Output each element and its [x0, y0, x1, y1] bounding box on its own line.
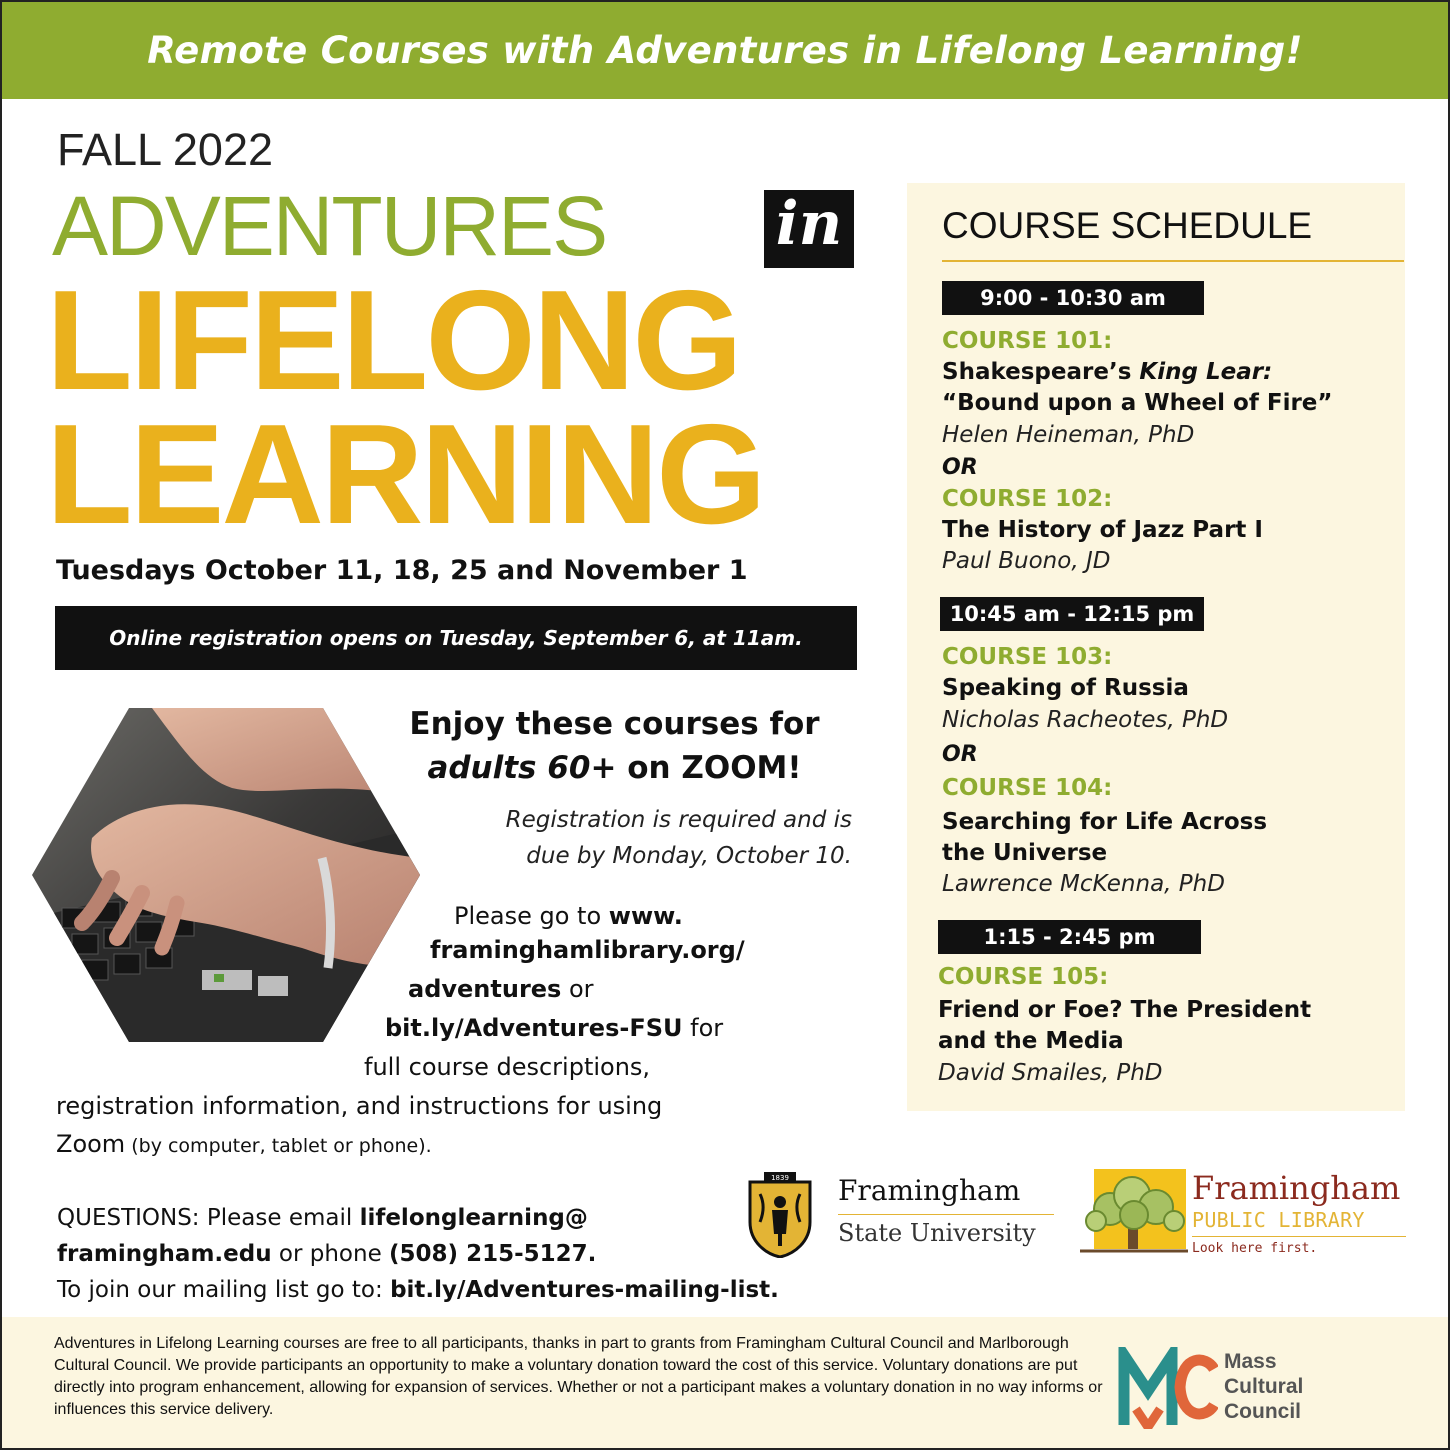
enjoy-audience: adults 60+	[427, 750, 617, 786]
please-go-text: Please go to	[454, 902, 609, 930]
course-105-instructor: David Smailes, PhD	[938, 1060, 1163, 1086]
course-104-label: COURSE 104:	[942, 775, 1113, 801]
registration-required	[412, 802, 852, 874]
reg-line-2: due by Monday, October 10.	[526, 843, 852, 869]
enjoy-heading	[357, 702, 872, 790]
enjoy-line-2	[357, 746, 872, 790]
course-101-title	[942, 357, 1272, 388]
library-url-part-1[interactable]: www.	[608, 902, 683, 930]
course-101-label: COURSE 101:	[942, 328, 1113, 354]
info-line-3	[408, 975, 594, 1003]
course-101-subtitle: “Bound upon a Wheel of Fire”	[942, 390, 1333, 416]
mass-cultural-council-name	[1224, 1349, 1384, 1424]
course-105-label: COURSE 105:	[938, 964, 1109, 990]
mailing-list-prefix: To join our mailing list go to:	[57, 1277, 391, 1303]
fsu-short-link[interactable]: bit.ly/Adventures-FSU	[385, 1014, 683, 1042]
fsu-crest-icon	[746, 1172, 814, 1258]
enjoy-line-1: Enjoy these courses for	[409, 706, 820, 742]
info-line-5: full course descriptions,	[364, 1053, 651, 1081]
course-103-instructor: Nicholas Racheotes, PhD	[942, 707, 1229, 733]
title-learning: LEARNING	[46, 395, 764, 554]
questions-prefix: QUESTIONS: Please email	[57, 1205, 360, 1231]
course-103-title: Speaking of Russia	[942, 675, 1189, 701]
course-101-title-pre: Shakespeare’s	[942, 359, 1140, 385]
info-line-1	[454, 902, 683, 930]
title-lifelong: LIFELONG	[46, 261, 740, 420]
enjoy-platform: on ZOOM!	[616, 750, 802, 786]
phone-number[interactable]: (508) 215-5127.	[389, 1241, 597, 1267]
title-in-badge: in	[764, 190, 854, 268]
season-label: FALL 2022	[57, 124, 274, 175]
email-link-part-1[interactable]: lifelonglearning@	[359, 1205, 588, 1231]
contact-line-1	[57, 1200, 779, 1236]
contact-line-3	[57, 1272, 779, 1308]
fsu-name: Framingham	[838, 1174, 1021, 1207]
course-102-instructor: Paul Buono, JD	[942, 548, 1111, 574]
course-101-instructor: Helen Heineman, PhD	[942, 422, 1195, 448]
title-adventures: ADVENTURES	[52, 179, 607, 273]
course-104-instructor: Lawrence McKenna, PhD	[942, 871, 1225, 897]
zoom-text: Zoom	[56, 1130, 126, 1158]
course-104-subtitle: the Universe	[942, 840, 1108, 866]
or-label-2: OR	[942, 742, 978, 767]
contact-line-2	[57, 1236, 779, 1272]
course-101-title-italic: King Lear:	[1139, 359, 1273, 385]
library-tagline: Look here first.	[1192, 1241, 1318, 1256]
course-102-title: The History of Jazz Part I	[942, 517, 1263, 543]
fsu-year: 1839	[771, 1174, 789, 1182]
mass-cultural-council-logo-icon	[1118, 1347, 1218, 1429]
registration-bar: Online registration opens on Tuesday, September 6, at 11am.	[55, 606, 857, 670]
info-line-2	[430, 936, 745, 964]
library-url-part-3[interactable]: adventures	[408, 975, 562, 1003]
course-103-label: COURSE 103:	[942, 644, 1113, 670]
contact-info	[57, 1200, 779, 1308]
footer-text: Adventures in Lifelong Learning courses are free to all participants, thanks in part to grants from Framingham Cultural Council and Marlborough Cultural Council. We provide participants an opportunity to make a voluntary donation toward the cost of this service. Voluntary donations are put directly into program enhancement, allowing for expansion of services. Whether or not a participant makes a voluntary donation in no way informs or influences this service delivery.	[54, 1335, 1103, 1418]
email-link-part-2[interactable]: framingham.edu	[57, 1241, 272, 1267]
for-text: for	[682, 1014, 724, 1042]
course-104-title: Searching for Life Across	[942, 809, 1268, 835]
reg-line-1: Registration is required and is	[505, 807, 852, 833]
info-line-4	[385, 1014, 723, 1042]
or-label-1: OR	[942, 455, 978, 480]
fsu-subtitle: State University	[838, 1219, 1036, 1247]
top-banner: Remote Courses with Adventures in Lifelong Learning!	[2, 2, 1448, 99]
fsu-divider	[838, 1214, 1054, 1215]
time-slot-3: 1:15 - 2:45 pm	[938, 920, 1201, 954]
mcc-line-3: Council	[1224, 1400, 1301, 1423]
time-slot-2: 10:45 am - 12:15 pm	[940, 597, 1204, 631]
info-line-6: registration information, and instructions for using	[56, 1092, 663, 1120]
mailing-list-link[interactable]: bit.ly/Adventures-mailing-list.	[390, 1277, 779, 1303]
or-phone-text: or phone	[271, 1241, 390, 1267]
info-line-7	[56, 1130, 432, 1158]
time-slot-1: 9:00 - 10:30 am	[942, 281, 1204, 315]
zoom-note: (by computer, tablet or phone).	[125, 1135, 432, 1157]
library-name: Framingham	[1192, 1169, 1401, 1207]
library-tree-icon	[1080, 1169, 1188, 1257]
schedule-divider	[942, 260, 1404, 262]
course-105-title: Friend or Foe? The President	[938, 997, 1312, 1023]
library-divider	[1192, 1236, 1406, 1237]
course-105-subtitle: and the Media	[938, 1028, 1124, 1054]
schedule-title: COURSE SCHEDULE	[942, 205, 1313, 246]
course-102-label: COURSE 102:	[942, 486, 1113, 512]
or-text: or	[561, 975, 594, 1003]
library-url-part-2[interactable]: framinghamlibrary.org/	[430, 936, 745, 964]
session-dates: Tuesdays October 11, 18, 25 and November 1	[56, 555, 748, 586]
mcc-line-2: Cultural	[1224, 1375, 1304, 1398]
library-subtitle: PUBLIC LIBRARY	[1192, 1208, 1365, 1232]
mcc-line-1: Mass	[1224, 1350, 1277, 1373]
